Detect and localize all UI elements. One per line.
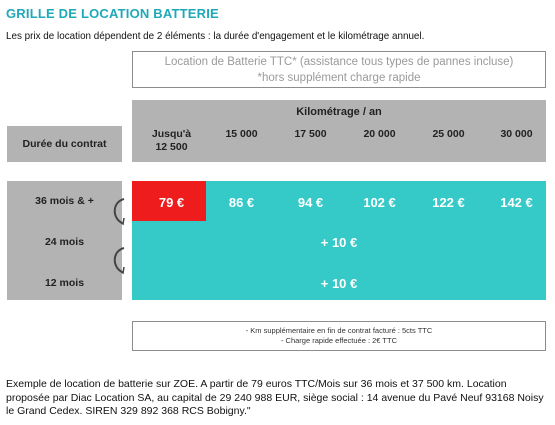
- km-header-title: Kilométrage / an: [296, 106, 382, 118]
- row-label-24: 24 mois: [44, 236, 85, 248]
- header-line-2: *hors supplément charge rapide: [257, 72, 421, 84]
- row-label-36: 36 mois & +: [35, 195, 94, 207]
- km-col-1-line1: Jusqu'à: [151, 128, 192, 140]
- km-col-3-label: 17 500: [294, 128, 327, 140]
- notes-box: [132, 321, 546, 351]
- price-cell: 142 €: [500, 195, 533, 210]
- km-col-3: [276, 128, 345, 141]
- note-line-2: - Charge rapide effectuée : 2€ TTC: [280, 336, 398, 345]
- km-col-2-label: 15 000: [225, 128, 258, 140]
- supplement-24-months: + 10 €: [320, 235, 358, 250]
- curved-arrow-icon: [108, 245, 128, 275]
- price-cell: 79 €: [158, 195, 185, 210]
- price-cell: 94 €: [297, 195, 324, 210]
- km-col-4: [345, 128, 414, 141]
- km-col-2: [207, 128, 276, 141]
- row-label-12: 12 mois: [44, 277, 85, 289]
- supplement-12-months: + 10 €: [320, 276, 358, 291]
- page-subtitle: Les prix de location dépendent de 2 éléments : la durée d'engagement et le kilométrage annuel.: [6, 30, 425, 42]
- footer-text: Exemple de location de batterie sur ZOE. A partir de 79 euros TTC/Mois sur 36 mois et 37 500 km. Location proposée par Diac Location SA, au capital de 29 240 988 EUR, siège social : 14 avenue du Pavé Neuf 93168 Noisy le Grand Cedex. SIREN 329 892 368 RCS Bobigny.": [6, 378, 544, 417]
- price-cell: 122 €: [432, 195, 465, 210]
- note-line-1: - Km supplémentaire en fin de contrat facturé : 5cts TTC: [245, 326, 433, 335]
- km-col-5: [414, 128, 483, 141]
- pricing-header-box: [132, 51, 546, 88]
- km-col-1-line2: 12 500: [155, 141, 188, 153]
- km-col-6: [482, 128, 551, 141]
- km-col-6-label: 30 000: [500, 128, 533, 140]
- duration-header: Durée du contrat: [7, 126, 122, 162]
- km-col-1: [137, 128, 206, 154]
- km-col-4-label: 20 000: [363, 128, 396, 140]
- price-cell: 86 €: [228, 195, 255, 210]
- price-cell: 102 €: [363, 195, 396, 210]
- page-title: GRILLE DE LOCATION BATTERIE: [6, 6, 219, 21]
- curved-arrow-icon: [108, 196, 128, 226]
- header-line-1: Location de Batterie TTC* (assistance tous types de pannes incluse): [164, 56, 514, 68]
- km-col-5-label: 25 000: [432, 128, 465, 140]
